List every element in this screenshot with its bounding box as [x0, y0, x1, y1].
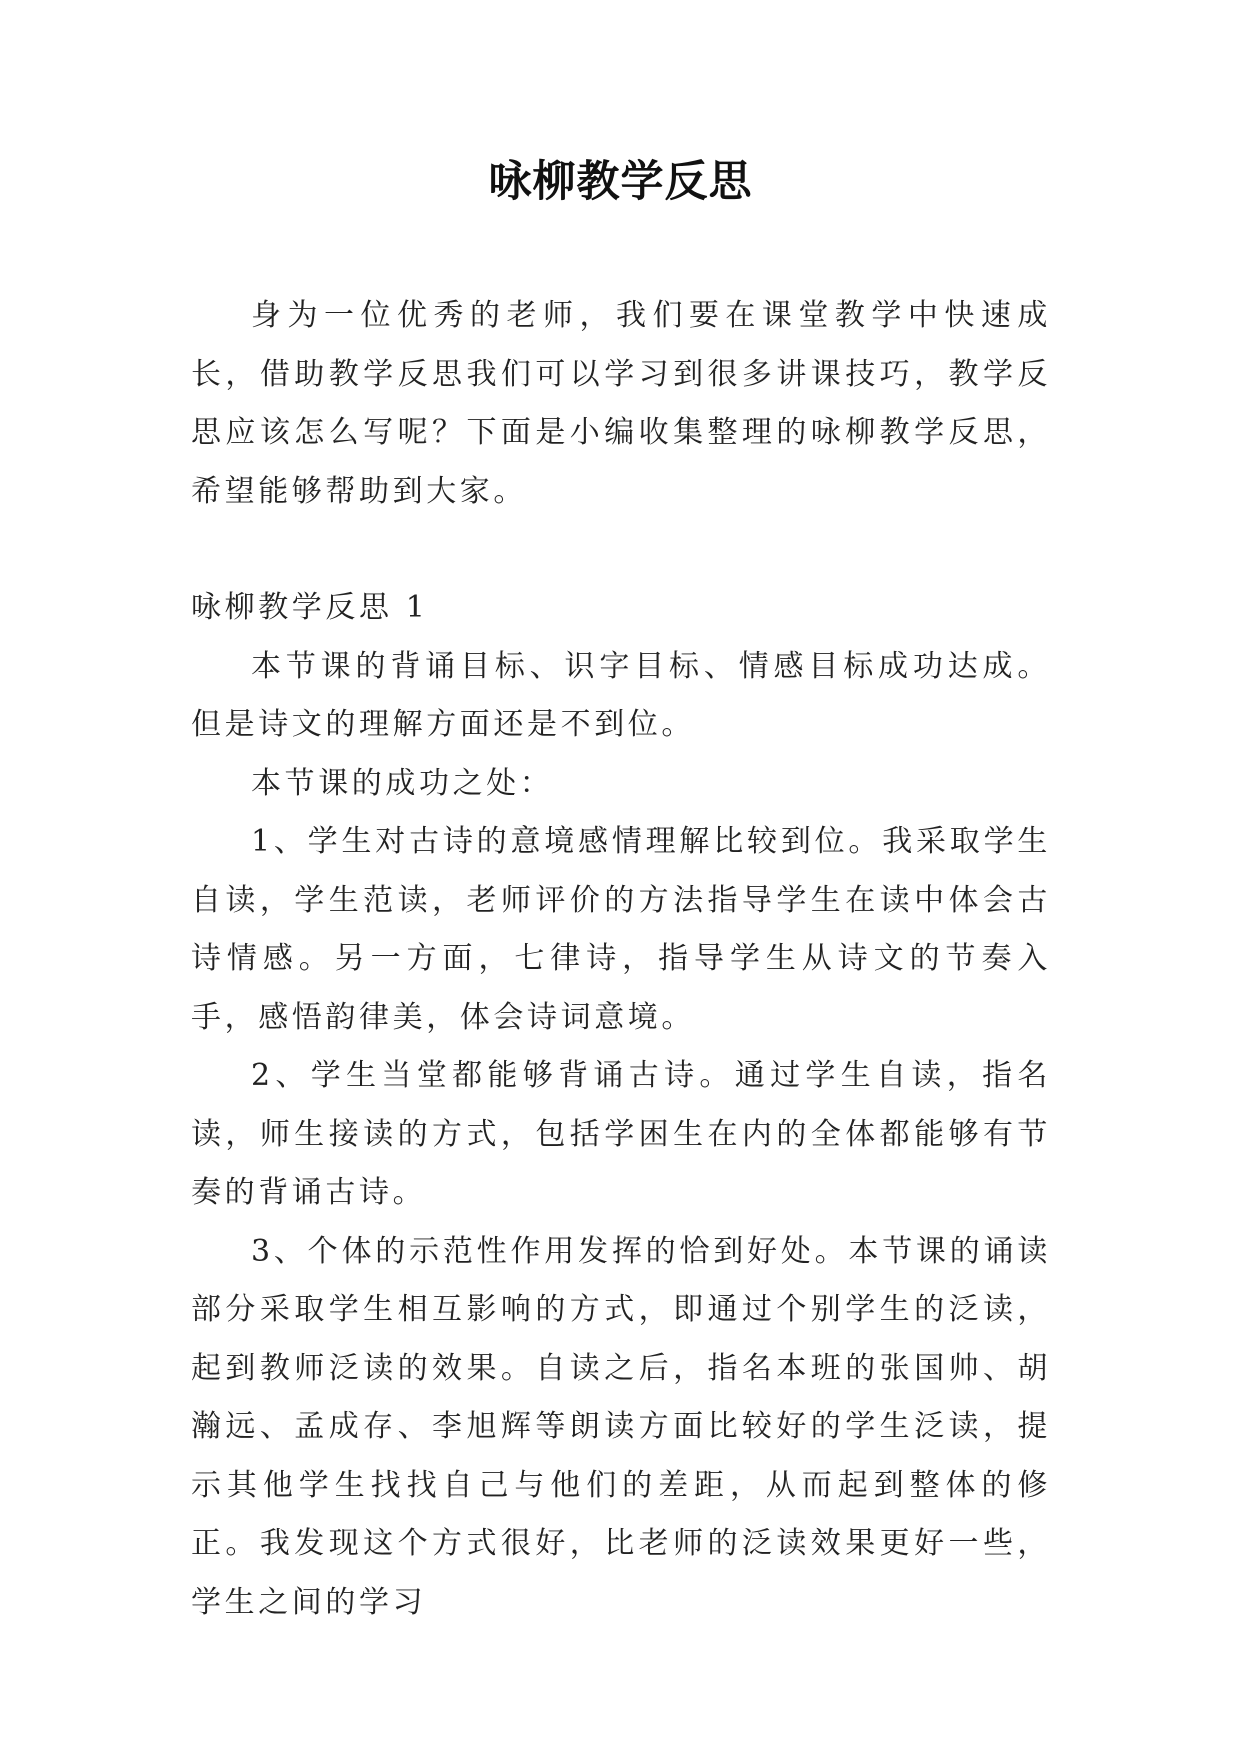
section-heading: 咏柳教学反思 1 [191, 590, 429, 625]
body-paragraph: 2、学生当堂都能够背诵古诗。通过学生自读，指名读，师生接读的方式，包括学困生在内的全体都能够有节奏的背诵古诗。 [191, 1058, 1051, 1210]
body-paragraph: 1、学生对古诗的意境感情理解比较到位。我采取学生自读，学生范读，老师评价的方法指导学生在读中体会古诗情感。另一方面，七律诗，指导学生从诗文的节奏入手，感悟韵律美，体会诗词意境。 [191, 824, 1051, 1035]
intro-paragraph: 身为一位优秀的老师，我们要在课堂教学中快速成长，借助教学反思我们可以学习到很多讲课技巧，教学反思应该怎么写呢？下面是小编收集整理的咏柳教学反思，希望能够帮助到大家。 [191, 298, 1051, 509]
document-title: 咏柳教学反思 [488, 157, 753, 207]
body-paragraph: 本节课的成功之处： [251, 765, 554, 801]
body-paragraph: 本节课的背诵目标、识字目标、情感目标成功达成。但是诗文的理解方面还是不到位。 [191, 648, 1051, 742]
document-body [191, 287, 1051, 1632]
body-paragraph: 3、个体的示范性作用发挥的恰到好处。本节课的诵读部分采取学生相互影响的方式，即通过个别学生的泛读，起到教师泛读的效果。自读之后，指名本班的张国帅、胡瀚远、孟成存、李旭辉等朗读方面比较好的学生泛读，提示其他学生找找自己与他们的差距，从而起到整体的修正。我发现这个方式很好，比老师的泛读效果更好一些，学生之间的学习 [191, 1233, 1051, 1620]
